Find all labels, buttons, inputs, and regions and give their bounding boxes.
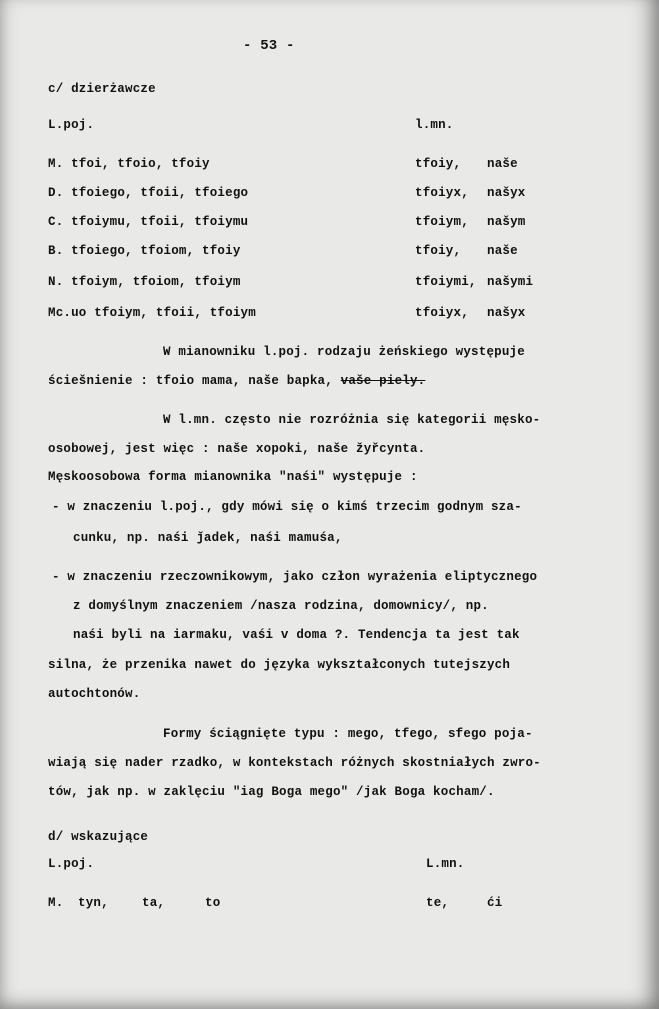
table-row	[48, 157, 210, 171]
singular-forms: tfoi, tfoio, tfoiy	[71, 157, 210, 171]
paragraph-line: Męskoosobowa forma mianownika "naśi" występuje :	[48, 470, 418, 484]
table-row	[48, 306, 256, 320]
plural-form-1: tfoiy,	[415, 244, 462, 258]
singular-form: to	[205, 896, 221, 910]
paragraph-line: autochtonów.	[48, 687, 141, 701]
plural-form-2: našyx	[487, 186, 526, 200]
singular-form: tyn,	[78, 896, 109, 910]
plural-form-2: našym	[487, 215, 526, 229]
plural-form-1: tfoiymi,	[415, 275, 477, 289]
bullet-line: naśi byli na iarmaku, vaśi v doma ?. Tendencja ta jest tak	[73, 628, 520, 642]
column-label-singular: L.poj.	[48, 118, 95, 132]
singular-forms: tfoiym, tfoiom, tfoiym	[71, 275, 241, 289]
plural-form-1: tfoiym,	[415, 215, 469, 229]
plural-form-2: naše	[487, 157, 518, 171]
bullet-line: - w znaczeniu l.poj., gdy mówi się o kimś trzecim godnym sza-	[52, 500, 522, 514]
plural-form-1: tfoiyx,	[415, 306, 469, 320]
singular-forms: tfoiego, tfoii, tfoiego	[71, 186, 249, 200]
column-label-plural: l.mn.	[415, 118, 454, 132]
case-label: M.	[48, 157, 64, 171]
struck-text: vaše piely.	[340, 374, 426, 388]
bullet-line: cunku, np. naśi ǰadek, naśi mamuśa,	[73, 531, 343, 545]
plural-form-2: našymi	[487, 275, 534, 289]
bullet-line: - w znaczeniu rzeczownikowym, jako człon wyrażenia eliptycznego	[52, 570, 538, 584]
plural-form-1: tfoiy,	[415, 157, 462, 171]
case-label: N.	[48, 275, 64, 289]
plural-form-2: našyx	[487, 306, 526, 320]
paragraph-line: wiają się nader rzadko, w kontekstach różnych skostniałych zwro-	[48, 756, 541, 770]
paragraph-line: W l.mn. często nie rozróżnia się kategorii męsko-	[163, 413, 541, 427]
paragraph-text: ściešnienie : tfoio mama, naše bapka,	[48, 374, 333, 388]
case-label: D.	[48, 186, 64, 200]
singular-forms: uo tfoiym, tfoii, tfoiym	[71, 306, 256, 320]
singular-form: ta,	[142, 896, 166, 910]
plural-form-1: tfoiyx,	[415, 186, 469, 200]
column-label-plural: L.mn.	[426, 857, 465, 871]
section-c-heading: c/ dzierżawcze	[48, 82, 156, 96]
plural-form: te,	[426, 896, 450, 910]
case-label: M.	[48, 896, 64, 910]
page-number: - 53 -	[243, 38, 295, 54]
table-row	[48, 244, 241, 258]
section-d-heading: d/ wskazujące	[48, 830, 149, 844]
column-label-singular: L.poj.	[48, 857, 95, 871]
singular-forms: tfoiego, tfoiom, tfoiy	[71, 244, 241, 258]
case-label: C.	[48, 215, 64, 229]
paragraph-line	[48, 374, 425, 388]
table-row	[48, 186, 248, 200]
paragraph-line: osobowej, jest więc : naše xopoki, naše žyřcynta.	[48, 442, 426, 456]
case-label: B.	[48, 244, 64, 258]
paragraph-line: W mianowniku l.poj. rodzaju żeńskiego występuje	[163, 345, 525, 359]
paragraph-line: Formy ściągnięte typu : mego, tfego, sfego poja-	[163, 727, 533, 741]
singular-forms: tfoiymu, tfoii, tfoiymu	[71, 215, 249, 229]
plural-form: ći	[487, 896, 503, 910]
plural-form-2: naše	[487, 244, 518, 258]
bullet-line: z domyślnym znaczeniem /nasza rodzina, domownicy/, np.	[73, 599, 489, 613]
table-row	[48, 215, 248, 229]
table-row	[48, 275, 241, 289]
case-label: Mc.	[48, 306, 72, 320]
paragraph-line: silna, że przenika nawet do języka wykształconych tutejszych	[48, 658, 511, 672]
paragraph-line: tów, jak np. w zaklęciu "iag Boga mego" /jak Boga kocham/.	[48, 785, 495, 799]
